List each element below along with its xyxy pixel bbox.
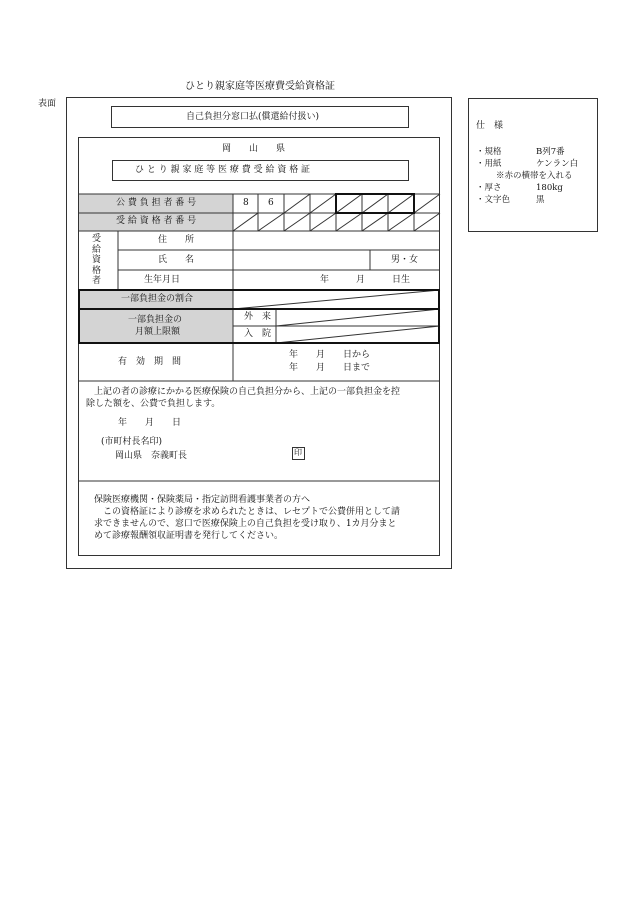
- reimbursement-note: 自己負担分窓口払(償還給付扱い): [186, 112, 320, 122]
- statement-line1: 上記の者の診療にかかる医療保険の自己負担分から、上記の一部負担金を控: [94, 387, 401, 397]
- card-title: ひ と り 親 家 庭 等 医 療 費 受 給 資 格 証: [135, 165, 311, 175]
- spec-item-value: 黒: [536, 195, 545, 205]
- statement-date: 年 月 日: [118, 418, 182, 428]
- spec-item-label: ・規格: [476, 147, 502, 157]
- copay-monthly-label-line2: 月額上限額: [135, 327, 181, 337]
- address-label: 住 所: [158, 235, 195, 245]
- recipient-vertical-label: 受給資格者: [92, 234, 102, 286]
- copay-ratio-label: 一部負担金の割合: [121, 294, 194, 304]
- birthdate-value: 年 月 日生: [320, 275, 411, 285]
- side-label: 表面: [38, 99, 57, 109]
- spec-item-label: ・用紙: [476, 159, 502, 169]
- notice-title: 保険医療機関・保険薬局・指定訪問看護事業者の方へ: [94, 495, 311, 505]
- issuer-note: (市町村長名印): [101, 437, 163, 447]
- validity-label: 有 効 期 間: [118, 357, 182, 367]
- spec-item-value: B列7番: [536, 147, 565, 157]
- notice-line3: めて診療報酬領収証明書を発行してください。: [94, 531, 284, 541]
- spec-item-label: ・文字色: [476, 195, 511, 205]
- document-title: ひとり親家庭等医療費受給資格証: [185, 81, 335, 92]
- payer-digit-1: 8: [243, 198, 249, 208]
- name-label: 氏 名: [158, 255, 195, 265]
- spec-item-value: ケンラン白: [536, 159, 579, 169]
- seal-mark: 印: [294, 448, 302, 457]
- birthdate-label: 生年月日: [144, 275, 181, 285]
- gender-value: 男・女: [391, 255, 419, 265]
- notice-line1: この資格証により診療を求められたときは、レセプトで公費併用として請: [103, 507, 401, 517]
- statement-line2: 除した額を、公費で負担します。: [86, 399, 221, 409]
- spec-title: 仕 様: [476, 121, 504, 131]
- copay-monthly-label-line1: 一部負担金の: [128, 315, 183, 325]
- payer-number-label: 公 費 負 担 者 番 号: [116, 198, 197, 208]
- spec-item-label: ・厚さ: [476, 183, 502, 193]
- notice-line2: 求できませんので、窓口で医療保険上の自己負担を受け取り、1カ月分まと: [94, 519, 397, 529]
- validity-from: 年 月 日から: [289, 350, 371, 360]
- recipient-number-label: 受 給 資 格 者 番 号: [116, 216, 197, 226]
- inpatient-label: 入 院: [244, 329, 272, 339]
- payer-digit-2: 6: [268, 198, 274, 208]
- outpatient-label: 外 来: [244, 312, 272, 322]
- issuer-name: 岡山県 奈義町長: [115, 451, 188, 461]
- spec-item-value: 180kg: [536, 183, 563, 193]
- spec-item-note: ※赤の横帯を入れる: [496, 171, 573, 181]
- prefecture: 岡 山 県: [222, 144, 286, 154]
- validity-to: 年 月 日まで: [289, 363, 371, 373]
